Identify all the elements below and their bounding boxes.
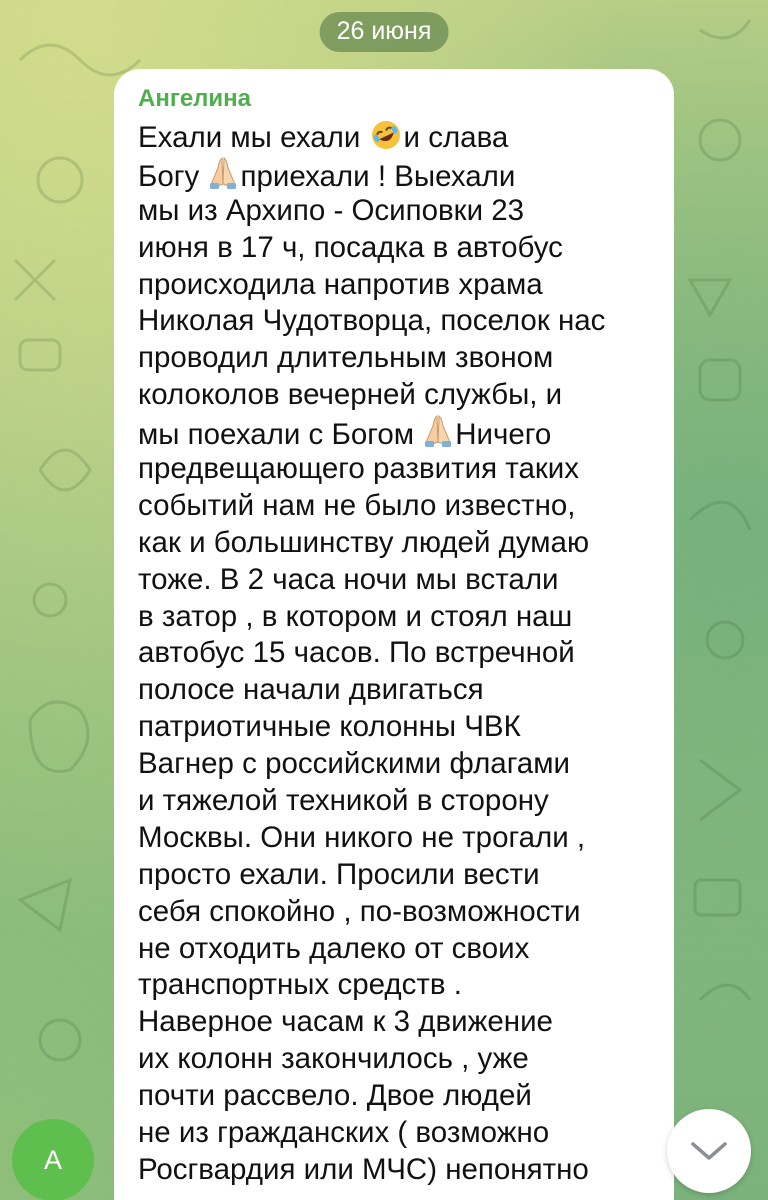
message-line-text: Николая Чудотворца, поселок нас xyxy=(138,304,606,338)
message-line xyxy=(138,156,674,193)
message-line xyxy=(138,230,674,267)
avatar-initial: А xyxy=(43,1144,62,1175)
message-line xyxy=(138,857,674,894)
message-line-text: июня в 17 ч, посадка в автобус xyxy=(138,230,563,264)
message-line-text: происходила напротив храма xyxy=(138,267,543,301)
message-line-text: не из гражданских ( возможно xyxy=(138,1116,550,1150)
message-line-text: колоколов вечерней службы, и xyxy=(138,378,563,412)
message-line xyxy=(138,1041,674,1078)
message-line xyxy=(138,746,674,783)
message-line-text: предвещающего развития таких xyxy=(138,452,580,486)
message-line xyxy=(138,1078,674,1115)
message-line-text: тоже. В 2 часа ночи мы встали xyxy=(138,562,559,596)
rofl-emoji xyxy=(370,119,402,161)
sender-name[interactable]: Ангелина xyxy=(138,85,252,112)
message-line-text: и слава xyxy=(403,121,509,154)
message-line xyxy=(138,672,674,709)
message-line-text: Ничего xyxy=(455,418,552,452)
message-line xyxy=(138,340,674,377)
message-line xyxy=(138,488,674,525)
message-line-text: в затор , в котором и стоял наш xyxy=(138,599,573,633)
message-line-text: не отходить далеко от своих xyxy=(138,931,530,965)
message-line-text: автобус 15 часов. По встречной xyxy=(138,636,575,670)
message-line xyxy=(138,783,674,820)
message-line xyxy=(138,451,674,488)
message-line xyxy=(138,267,674,304)
message-line xyxy=(138,119,674,156)
message-line-text: как и большинству людей думаю xyxy=(138,525,590,559)
message-line-text: их колонн закончилось , уже xyxy=(138,1042,529,1076)
message-line xyxy=(138,562,674,599)
message-line xyxy=(138,709,674,746)
message-line xyxy=(138,414,674,451)
message-line-text: просто ехали. Просили вести xyxy=(138,857,540,891)
message-line xyxy=(138,303,674,340)
message-line-text: Москвы. Они никого не трогали , xyxy=(138,820,586,854)
message-line xyxy=(138,894,674,931)
message-line-text: патриотичные колонны ЧВК xyxy=(138,710,521,744)
date-separator: 26 июня xyxy=(320,12,449,52)
message-line-text: приехали ! Выехали xyxy=(240,159,516,193)
message-line-text: почти рассвело. Двое людей xyxy=(138,1079,532,1113)
message-line xyxy=(138,193,674,230)
message-line xyxy=(138,1004,674,1041)
message-line-text: событий нам не было известно, xyxy=(138,488,576,522)
chevron-down-icon xyxy=(689,1139,729,1163)
message-line-text: Ехали мы ехали xyxy=(138,121,369,154)
sender-avatar[interactable] xyxy=(12,1119,94,1200)
scroll-to-bottom-button[interactable] xyxy=(667,1109,751,1193)
message-line xyxy=(138,1115,674,1152)
message-line-text: Богу xyxy=(138,159,208,193)
message-line-text: транспортных средств . xyxy=(138,968,462,1002)
message-line xyxy=(138,931,674,968)
message-line-text: себя спокойно , по-возможности xyxy=(138,894,581,928)
message-line-text: проводил длительным звоном xyxy=(138,341,554,375)
message-line xyxy=(138,967,674,1004)
message-line xyxy=(138,599,674,636)
message-line xyxy=(138,820,674,857)
message-line xyxy=(138,635,674,672)
message-line xyxy=(138,377,674,414)
message-line-text: мы поехали с Богом xyxy=(138,418,423,452)
message-line-text: Росгвардия или МЧС) непонятно xyxy=(138,1152,589,1186)
message-line xyxy=(138,1152,674,1189)
message-bubble[interactable] xyxy=(114,69,674,1200)
message-line-text: Наверное часам к 3 движение xyxy=(138,1005,553,1039)
message-line xyxy=(138,525,674,562)
message-line-text: мы из Архипо - Осиповки 23 xyxy=(138,193,525,227)
message-line-text: Вагнер с российскими флагами xyxy=(138,747,570,781)
message-line-text: и тяжелой техникой в сторону xyxy=(138,784,549,818)
message-text xyxy=(138,119,674,1189)
message-line-text: полосе начали двигаться xyxy=(138,673,484,707)
